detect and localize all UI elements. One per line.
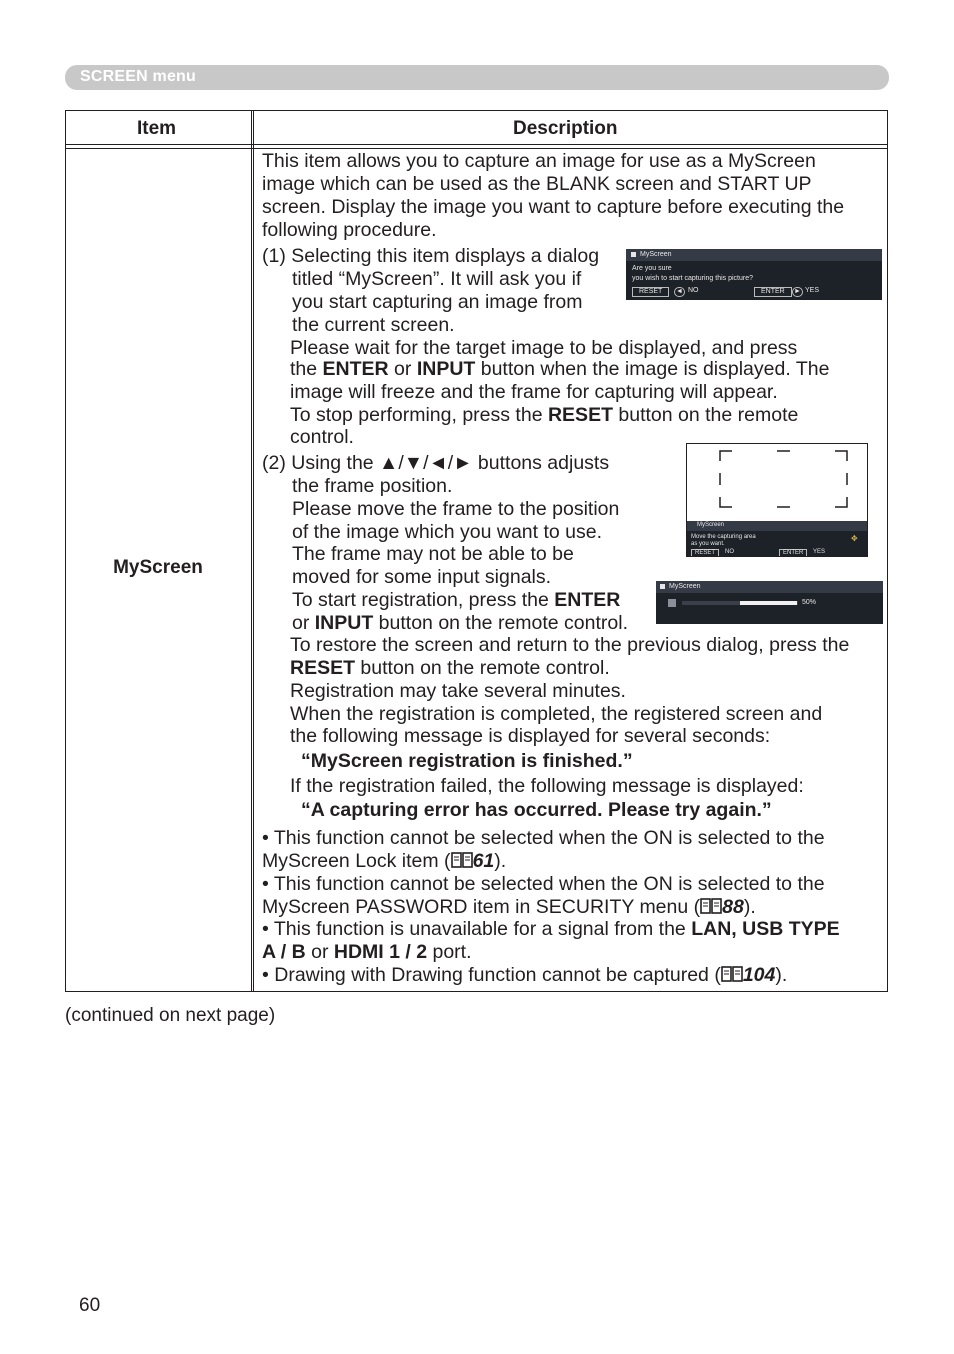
step1-line-2: titled “MyScreen”. It will ask you if bbox=[292, 268, 582, 290]
manual-reference-icon bbox=[721, 966, 743, 983]
note2-line-2 bbox=[262, 896, 756, 919]
step2-line-8 bbox=[292, 612, 628, 635]
input-button-label: INPUT bbox=[416, 358, 476, 380]
step2-line-11: Registration may take several minutes. bbox=[290, 680, 626, 702]
dialog-title: MyScreen bbox=[669, 583, 701, 590]
step2-line-10 bbox=[290, 657, 610, 680]
intro-line-2: image which can be used as the BLANK screen and START UP bbox=[262, 173, 812, 195]
text-run: or bbox=[388, 358, 417, 380]
intro-line-4: following procedure. bbox=[262, 219, 437, 241]
continued-note: (continued on next page) bbox=[65, 1005, 276, 1026]
step1-line-1: (1) Selecting this item displays a dialog bbox=[262, 245, 600, 267]
step2-line-14: If the registration failed, the following message is displayed: bbox=[290, 775, 804, 797]
section-title: SCREEN menu bbox=[80, 68, 196, 85]
intro-line-1: This item allows you to capture an image for use as a MyScreen bbox=[262, 150, 816, 172]
page-number: 60 bbox=[79, 1295, 101, 1316]
dialog-move-area bbox=[687, 521, 868, 557]
dialog-title: MyScreen bbox=[640, 251, 672, 258]
dialog-progress-screenshot bbox=[656, 581, 883, 624]
step1-line-5: Please wait for the target image to be displayed, and press bbox=[290, 337, 798, 359]
step2-line-1: (2) Using the ▲/▼/◄/► buttons adjusts bbox=[262, 452, 610, 474]
enter-key: ENTER bbox=[779, 549, 807, 557]
intro-line-3: screen. Display the image you want to capture before executing the bbox=[262, 196, 845, 218]
menu-icon bbox=[660, 584, 665, 589]
text-run: • Drawing with Drawing function cannot be captured ( bbox=[262, 964, 721, 986]
text-run: ). bbox=[494, 850, 507, 872]
text-run: port. bbox=[427, 941, 472, 963]
menu-icon bbox=[631, 252, 636, 257]
port-names: A / B bbox=[262, 941, 306, 963]
header-item: Item bbox=[137, 118, 177, 139]
step2-line-3: Please move the frame to the position bbox=[292, 498, 620, 520]
message-success: “MyScreen registration is finished.” bbox=[301, 750, 633, 772]
text-run: To stop performing, press the bbox=[290, 404, 548, 426]
text-run: or bbox=[292, 612, 315, 634]
no-label: NO bbox=[688, 287, 699, 294]
step2-line-12: When the registration is completed, the registered screen and bbox=[290, 703, 823, 725]
reset-key: RESET bbox=[632, 287, 669, 297]
text-run: or bbox=[305, 941, 334, 963]
item-name-myscreen: MyScreen bbox=[113, 557, 203, 578]
step1-line-6 bbox=[290, 358, 829, 381]
step2-line-4: of the image which you want to use. bbox=[292, 521, 603, 543]
yes-label: YES bbox=[813, 549, 826, 555]
note1-line-1: • This function cannot be selected when the ON is selected to the bbox=[262, 827, 825, 849]
capture-frame-screenshot bbox=[686, 443, 868, 557]
text-run: MyScreen PASSWORD item in SECURITY menu ( bbox=[262, 896, 701, 918]
column-rule bbox=[251, 110, 252, 992]
progress-label: 50% bbox=[802, 599, 817, 606]
note3-line-1 bbox=[262, 918, 840, 941]
text-run: ). bbox=[743, 896, 756, 918]
text-run: button on the remote bbox=[612, 404, 799, 426]
note1-line-2 bbox=[262, 850, 506, 873]
column-rule-double bbox=[253, 110, 254, 992]
text-run: button when the image is displayed. The bbox=[475, 358, 830, 380]
text-run: button on the remote control. bbox=[355, 657, 610, 679]
no-label: NO bbox=[725, 549, 734, 555]
manual-reference-icon bbox=[451, 852, 473, 869]
note4-line-1 bbox=[262, 964, 787, 987]
manual-reference-icon bbox=[700, 898, 722, 915]
reset-key: RESET bbox=[691, 549, 719, 557]
text-run: the bbox=[290, 358, 323, 380]
text-run: button on the remote control. bbox=[373, 612, 629, 634]
dialog-line-2: you wish to start capturing this picture? bbox=[632, 275, 754, 282]
step2-line-5: The frame may not be able to be bbox=[292, 543, 574, 565]
input-button-label: INPUT bbox=[314, 612, 374, 634]
enter-button-label: ENTER bbox=[322, 358, 389, 380]
progress-bar bbox=[682, 601, 798, 605]
note2-line-1: • This function cannot be selected when the ON is selected to the bbox=[262, 873, 825, 895]
right-arrow-key-icon: ► bbox=[792, 287, 803, 297]
progress-fill bbox=[740, 601, 797, 605]
step2-line-2: the frame position. bbox=[292, 475, 453, 497]
text-run: MyScreen Lock item ( bbox=[262, 850, 451, 872]
text-run: ). bbox=[775, 964, 788, 986]
port-names: HDMI 1 / 2 bbox=[333, 941, 428, 963]
left-arrow-key-icon: ◄ bbox=[674, 287, 685, 297]
reset-button-label: RESET bbox=[290, 657, 356, 679]
dialog-title: MyScreen bbox=[697, 522, 725, 528]
enter-key: ENTER bbox=[754, 287, 792, 297]
dialog-line-2: as you want. bbox=[691, 541, 725, 547]
header-rule-double bbox=[65, 148, 888, 149]
section-header-bar bbox=[65, 65, 889, 90]
yes-label: YES bbox=[805, 287, 820, 294]
dialog-line-1: Are you sure bbox=[632, 265, 672, 272]
step2-line-7 bbox=[292, 589, 620, 612]
text-run: • This function is unavailable for a signal from the bbox=[262, 918, 692, 940]
page-reference[interactable]: 88 bbox=[722, 896, 744, 918]
step1-line-7: image will freeze and the frame for capturing will appear. bbox=[290, 381, 778, 403]
page-reference[interactable]: 61 bbox=[472, 850, 495, 872]
enter-button-label: ENTER bbox=[554, 589, 621, 611]
dialog-line-1: Move the capturing area bbox=[691, 534, 756, 540]
step2-line-13: the following message is displayed for several seconds: bbox=[290, 725, 771, 747]
step1-line-3: you start capturing an image from bbox=[292, 291, 583, 313]
text-run: To start registration, press the bbox=[292, 589, 555, 611]
arrow-keys-icon: ✥ bbox=[851, 534, 858, 543]
step2-line-9: To restore the screen and return to the previous dialog, press the bbox=[290, 634, 850, 656]
header-rule bbox=[65, 144, 888, 145]
dialog-confirm-screenshot bbox=[626, 249, 882, 300]
port-names: LAN, USB TYPE bbox=[691, 918, 840, 940]
page-reference[interactable]: 104 bbox=[742, 964, 776, 986]
header-description: Description bbox=[513, 118, 618, 139]
step1-line-4: the current screen. bbox=[292, 314, 455, 336]
reset-button-label: RESET bbox=[547, 404, 613, 426]
hourglass-icon bbox=[668, 599, 676, 607]
step1-line-9: control. bbox=[290, 426, 354, 448]
step1-line-8 bbox=[290, 404, 798, 427]
step2-line-6: moved for some input signals. bbox=[292, 566, 552, 588]
note3-line-2 bbox=[262, 941, 472, 964]
message-error: “A capturing error has occurred. Please try again.” bbox=[301, 799, 772, 821]
